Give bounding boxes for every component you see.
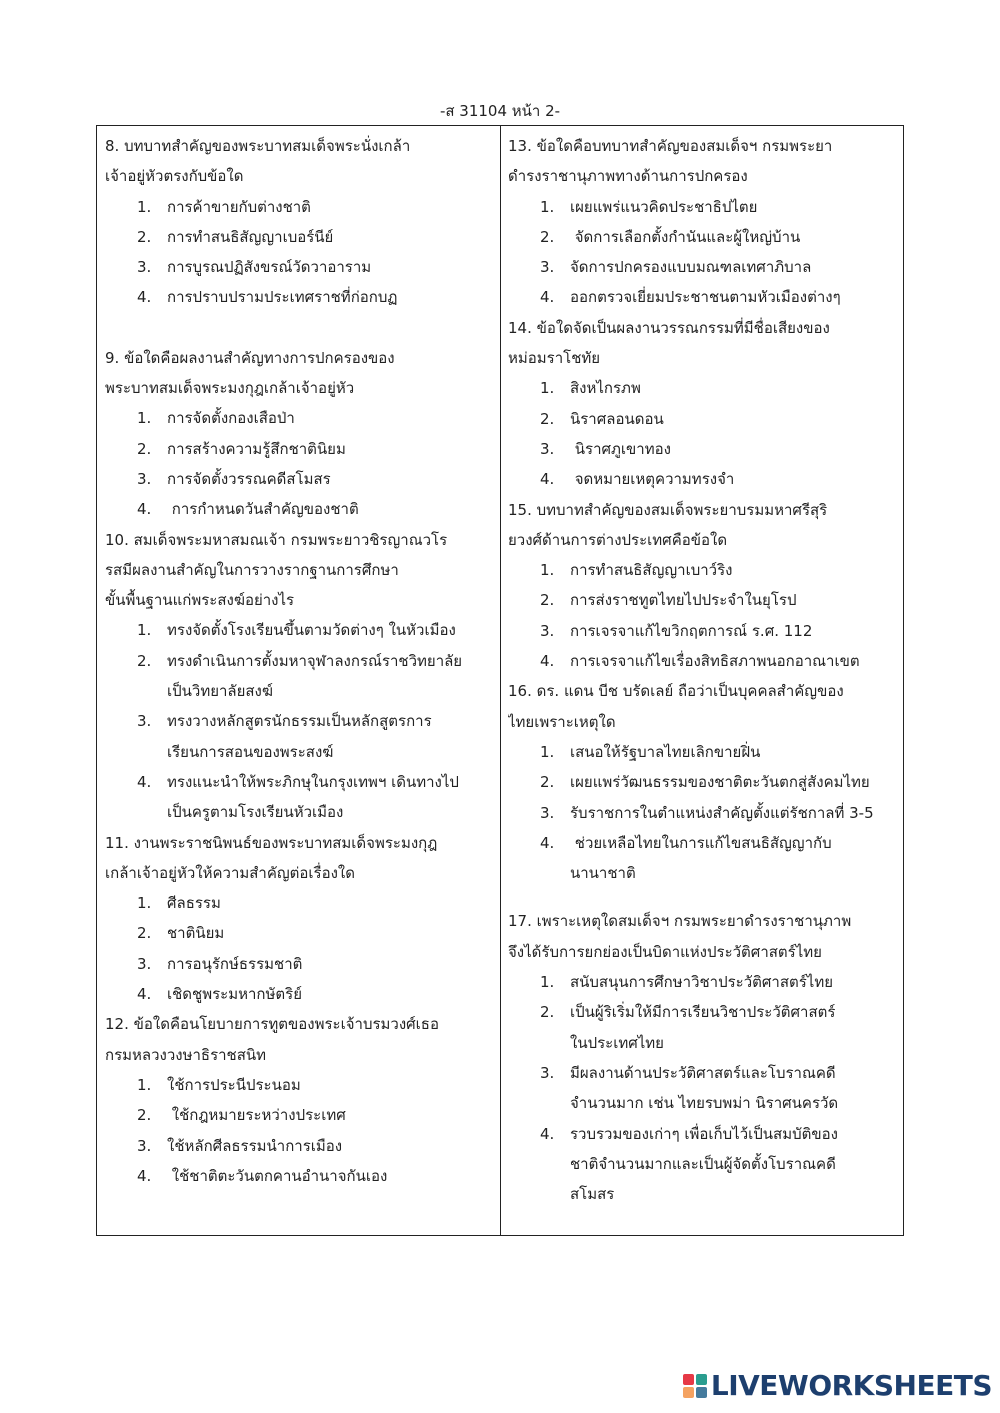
option-number: 2. [540, 227, 555, 246]
option-text: ออกตรวจเยี่ยมประชาชนตามหัวเมืองต่างๆ [570, 288, 841, 307]
answer-option [105, 676, 493, 706]
option-text: ศีลธรรม [167, 894, 221, 913]
answer-option [105, 949, 493, 979]
option-number: 4. [540, 833, 555, 852]
option-number: 4. [137, 1166, 152, 1185]
question-text: 12. ข้อใดคือนโยบายการทูตของพระเจ้าบรมวงศ์เธอ [105, 1015, 439, 1034]
question-text: 13. ข้อใดคือบทบาทสำคัญของสมเด็จฯ กรมพระยา [508, 137, 833, 155]
question-text: 11. งานพระราชนิพนธ์ของพระบาทสมเด็จพระมงกุฎ [105, 833, 438, 852]
question-text: รสมีผลงานสำคัญในการวางรากฐานการศึกษา [105, 560, 399, 579]
liveworksheets-logo [683, 1371, 992, 1401]
spacer [105, 313, 493, 343]
option-text: ทรงดำเนินการตั้งมหาจุฬาลงกรณ์ราชวิทยาลัย [167, 651, 463, 670]
question-text: เจ้าอยู่หัวตรงกับข้อใด [105, 167, 244, 186]
option-text: นิราศลอนดอน [570, 409, 664, 428]
option-number: 1. [540, 973, 555, 992]
option-text: รับราชการในตำแหน่งสำคัญตั้งแต่รัชกาลที่ 3-5 [570, 803, 874, 822]
answer-option [105, 706, 493, 736]
option-text: ใช้การประนีประนอม [167, 1075, 301, 1094]
question-text: ไทยเพราะเหตุใด [508, 712, 616, 731]
option-number: 2. [137, 1106, 152, 1125]
option-text: การเจรจาแก้ไขวิกฤตการณ์ ร.ศ. 112 [570, 621, 813, 640]
option-number: 2. [137, 439, 152, 458]
option-number: 1. [137, 409, 152, 428]
option-text: การบูรณปฏิสังขรณ์วัดวาอาราม [167, 258, 372, 277]
answer-option [105, 888, 493, 918]
answer-option [508, 798, 900, 828]
option-text: การทำสนธิสัญญาเบาว์ริง [570, 561, 733, 580]
question-text: เกล้าเจ้าอยู่หัวให้ความสำคัญต่อเรื่องใด [105, 863, 355, 882]
option-text: การเจรจาแก้ไขเรื่องสิทธิสภาพนอกอาณาเขต [570, 652, 860, 671]
option-number: 3. [137, 1136, 152, 1155]
option-text: สโมสร [570, 1185, 615, 1204]
question-block [105, 828, 493, 1010]
question-text: 15. บทบาทสำคัญของสมเด็จพระยาบรมมหาศรีสุริ [508, 500, 828, 519]
right-column [508, 131, 900, 1209]
question-text: จึงได้รับการยกย่องเป็นบิดาแห่งประวัติศาสตร์ไทย [508, 942, 822, 961]
option-text: ใช้กฎหมายระหว่างประเทศ [167, 1106, 346, 1125]
option-number: 3. [137, 712, 152, 731]
option-text: ทรงจัดตั้งโรงเรียนขึ้นตามวัดต่างๆ ในหัวเมือง [167, 621, 456, 640]
option-text: เรียนการสอนของพระสงฆ์ [167, 742, 334, 761]
left-column [105, 131, 493, 1191]
question-text: 9. ข้อใดคือผลงานสำคัญทางการปกครองของ [105, 348, 395, 367]
option-number: 1. [540, 379, 555, 398]
page-header: -ส 31104 หน้า 2- [439, 102, 561, 120]
answer-option [105, 767, 493, 797]
option-text: ในประเทศไทย [570, 1033, 664, 1052]
answer-option [508, 997, 900, 1027]
option-text: เสนอให้รัฐบาลไทยเลิกขายฝิ่น [570, 742, 761, 761]
option-number: 2. [540, 1003, 555, 1022]
answer-option [105, 434, 493, 464]
question-block [508, 131, 900, 313]
option-number: 4. [540, 1124, 555, 1143]
column-divider [500, 126, 501, 1235]
option-text: รวบรวมของเก่าๆ เพื่อเก็บไว้เป็นสมบัติของ [570, 1124, 838, 1143]
answer-option [508, 1088, 900, 1118]
option-number: 3. [540, 258, 555, 277]
question-block [508, 495, 900, 677]
option-text: การค้าขายกับต่างชาติ [167, 197, 311, 216]
answer-option [508, 858, 900, 888]
option-text: เชิดชูพระมหากษัตริย์ [167, 985, 302, 1004]
answer-option [105, 646, 493, 676]
option-number: 3. [540, 621, 555, 640]
option-text: เผยแพร่แนวคิดประชาธิปไตย [570, 197, 758, 216]
answer-option [105, 1161, 493, 1191]
option-number: 4. [137, 985, 152, 1004]
option-text: การส่งราชทูตไทยไปประจำในยุโรป [570, 591, 797, 610]
answer-option [508, 967, 900, 997]
option-number: 2. [540, 773, 555, 792]
answer-option [105, 252, 493, 282]
option-number: 4. [137, 288, 152, 307]
spacer [508, 888, 900, 906]
question-block [508, 676, 900, 888]
option-number: 1. [137, 621, 152, 640]
option-number: 1. [540, 561, 555, 580]
answer-option [105, 737, 493, 767]
option-text: สิงหไกรภพ [570, 379, 641, 398]
option-text: ชาติจำนวนมากและเป็นผู้จัดตั้งโบราณคดี [570, 1154, 836, 1173]
answer-option [508, 1149, 900, 1179]
option-number: 4. [540, 288, 555, 307]
answer-option [508, 464, 900, 494]
answer-option [508, 252, 900, 282]
option-text: เป็นวิทยาลัยสงฆ์ [167, 682, 274, 701]
answer-option [105, 1131, 493, 1161]
option-number: 1. [137, 197, 152, 216]
question-text: ดำรงราชานุภาพทางด้านการปกครอง [508, 167, 748, 186]
question-text: 16. ดร. แดน บีช บรัดเลย์ ถือว่าเป็นบุคคลสำคัญของ [508, 682, 844, 701]
option-text: มีผลงานด้านประวัติศาสตร์และโบราณคดี [570, 1063, 836, 1082]
question-block [105, 525, 493, 828]
option-number: 2. [137, 924, 152, 943]
option-number: 2. [540, 591, 555, 610]
answer-option [105, 1070, 493, 1100]
question-text: 17. เพราะเหตุใดสมเด็จฯ กรมพระยาดำรงราชานุภาพ [508, 912, 852, 931]
option-number: 1. [137, 1075, 152, 1094]
option-number: 2. [137, 227, 152, 246]
option-number: 3. [137, 954, 152, 973]
question-table [96, 125, 904, 1236]
option-text: ชาตินิยม [167, 924, 225, 943]
answer-option [105, 192, 493, 222]
option-number: 3. [540, 1063, 555, 1082]
answer-option [105, 797, 493, 827]
logo-mark-icon [683, 1374, 707, 1398]
option-text: จดหมายเหตุความทรงจำ [570, 470, 735, 489]
answer-option [105, 464, 493, 494]
option-number: 1. [540, 742, 555, 761]
question-text: 10. สมเด็จพระมหาสมณเจ้า กรมพระยาวชิรญาณวโร [105, 530, 448, 549]
question-text: 14. ข้อใดจัดเป็นผลงานวรรณกรรมที่มีชื่อเสียงของ [508, 318, 830, 337]
option-text: นานาชาติ [570, 864, 636, 883]
answer-option [508, 646, 900, 676]
option-text: เป็นผู้ริเริ่มให้มีการเรียนวิชาประวัติศาสตร์ [570, 1003, 836, 1022]
option-text: สนับสนุนการศึกษาวิชาประวัติศาสตร์ไทย [570, 973, 834, 992]
option-text: การปราบปรามประเทศราชที่ก่อกบฏ [167, 288, 398, 307]
option-number: 3. [540, 803, 555, 822]
option-text: การทำสนธิสัญญาเบอร์นีย์ [167, 227, 334, 246]
option-text: เป็นครูตามโรงเรียนหัวเมือง [167, 803, 344, 822]
option-text: การอนุรักษ์ธรรมชาติ [167, 954, 303, 973]
option-number: 4. [137, 500, 152, 519]
answer-option [508, 192, 900, 222]
answer-option [508, 1119, 900, 1149]
option-text: การกำหนดวันสำคัญของชาติ [167, 500, 359, 519]
option-text: จัดการเลือกตั้งกำนันและผู้ใหญ่บ้าน [570, 227, 801, 246]
logo-text: LIVEWORKSHEETS [710, 1369, 992, 1402]
answer-option [105, 918, 493, 948]
answer-option [105, 222, 493, 252]
option-text: การสร้างความรู้สึกชาตินิยม [167, 439, 346, 458]
answer-option [105, 1100, 493, 1130]
option-text: การจัดตั้งวรรณคดีสโมสร [167, 469, 331, 488]
question-text: ขั้นพื้นฐานแก่พระสงฆ์อย่างไร [105, 591, 295, 610]
option-text: เผยแพร่วัฒนธรรมของชาติตะวันตกสู่สังคมไทย [570, 773, 870, 792]
answer-option [105, 615, 493, 645]
question-text: กรมหลวงวงษาธิราชสนิท [105, 1045, 267, 1064]
option-number: 4. [137, 772, 152, 791]
question-text: ยวงศ์ด้านการต่างประเทศคือข้อใด [508, 530, 728, 549]
answer-option [508, 737, 900, 767]
question-text: พระบาทสมเด็จพระมงกุฎเกล้าเจ้าอยู่หัว [105, 379, 355, 398]
answer-option [508, 222, 900, 252]
answer-option [508, 1179, 900, 1209]
option-number: 4. [540, 470, 555, 489]
answer-option [508, 1028, 900, 1058]
answer-option [508, 1058, 900, 1088]
answer-option [105, 282, 493, 312]
option-number: 3. [137, 469, 152, 488]
question-block [508, 313, 900, 495]
option-text: ทรงแนะนำให้พระภิกษุในกรุงเทพฯ เดินทางไป [167, 772, 459, 791]
question-block [105, 131, 493, 313]
option-text: ใช้หลักศีลธรรมนำการเมือง [167, 1136, 343, 1155]
question-text: 8. บทบาทสำคัญของพระบาทสมเด็จพระนั่งเกล้า [105, 137, 411, 155]
option-text: ทรงวางหลักสูตรนักธรรมเป็นหลักสูตรการ [167, 712, 432, 731]
option-number: 2. [540, 409, 555, 428]
option-text: จัดการปกครองแบบมณฑลเทศาภิบาล [570, 258, 812, 277]
option-number: 3. [540, 439, 555, 458]
option-text: ใช้ชาติตะวันตกคานอำนาจกันเอง [167, 1166, 388, 1185]
option-text: นิราศภูเขาทอง [570, 439, 671, 458]
question-text: หม่อมราโชทัย [508, 349, 601, 368]
answer-option [105, 403, 493, 433]
option-number: 1. [137, 894, 152, 913]
option-text: การจัดตั้งกองเสือป่า [167, 409, 295, 428]
answer-option [105, 979, 493, 1009]
option-number: 3. [137, 258, 152, 277]
answer-option [105, 494, 493, 524]
option-text: ช่วยเหลือไทยในการแก้ไขสนธิสัญญากับ [570, 833, 832, 852]
question-block [105, 343, 493, 525]
answer-option [508, 767, 900, 797]
answer-option [508, 282, 900, 312]
answer-option [508, 555, 900, 585]
question-block [105, 1009, 493, 1191]
answer-option [508, 585, 900, 615]
question-block [508, 906, 900, 1209]
option-number: 4. [540, 652, 555, 671]
answer-option [508, 434, 900, 464]
answer-option [508, 828, 900, 858]
answer-option [508, 404, 900, 434]
option-text: จำนวนมาก เช่น ไทยรบพม่า นิราศนครวัด [570, 1094, 839, 1113]
option-number: 1. [540, 197, 555, 216]
answer-option [508, 373, 900, 403]
option-number: 2. [137, 651, 152, 670]
answer-option [508, 616, 900, 646]
